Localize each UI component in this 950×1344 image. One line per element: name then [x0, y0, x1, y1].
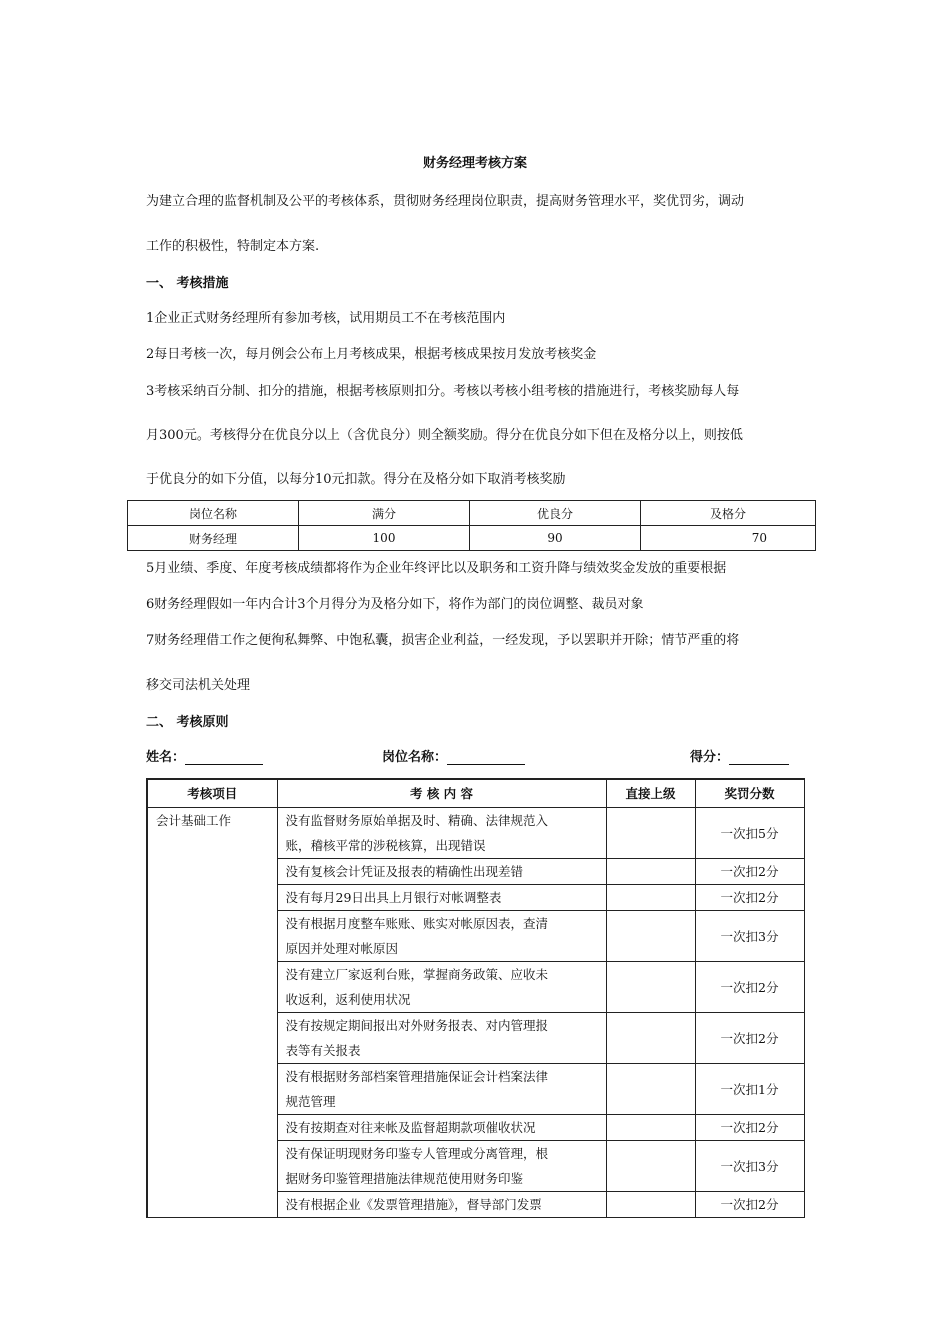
- supervisor-cell[interactable]: [606, 859, 695, 885]
- measure-item-1: 1企业正式财务经理所有参加考核，试用期员工不在考核范围内: [146, 311, 506, 326]
- penalty-cell: 一次扣2分: [695, 859, 804, 885]
- content-cell: 没有按期查对往来帐及监督超期款项催收状况: [277, 1115, 606, 1141]
- content-cell: 没有每月29日出具上月银行对帐调整表: [277, 885, 606, 911]
- section-2-heading: 二、 考核原则: [146, 715, 229, 730]
- penalty-cell: 一次扣1分: [695, 1064, 804, 1115]
- measure-item-7-cont: 移交司法机关处理: [146, 678, 251, 693]
- supervisor-cell[interactable]: [606, 1013, 695, 1064]
- header-full-score: 满分: [299, 501, 470, 526]
- measure-item-5: 5月业绩、季度、年度考核成绩都将作为企业年终评比以及职务和工资升降与绩效奖金发放的重要根据: [146, 561, 727, 576]
- supervisor-cell[interactable]: [606, 962, 695, 1013]
- table-header-row: [147, 779, 804, 808]
- header-item: 考核项目: [147, 779, 277, 808]
- intro-line-1: 为建立合理的监督机制及公平的考核体系，贯彻财务经理岗位职责，提高财务管理水平，奖优罚劣，调动: [146, 194, 745, 209]
- content-cell: 没有复核会计凭证及报表的精确性出现差错: [277, 859, 606, 885]
- cell-good-score: 90: [470, 526, 641, 551]
- assessment-table: [146, 778, 805, 1218]
- section-1-heading: 一、 考核措施: [146, 276, 229, 291]
- cell-full-score: 100: [299, 526, 470, 551]
- penalty-cell: 一次扣2分: [695, 1192, 804, 1218]
- content-cell: 没有根据企业《发票管理措施》，督导部门发票: [277, 1192, 606, 1218]
- measure-item-3: 3考核采纳百分制、扣分的措施，根据考核原则扣分。考核以考核小组考核的措施进行，考核奖励每人每: [146, 384, 740, 399]
- cell-pass-score: 70: [641, 526, 816, 551]
- penalty-cell: 一次扣2分: [695, 1115, 804, 1141]
- intro-line-2: 工作的积极性，特制定本方案.: [146, 239, 320, 254]
- content-cell: 没有监督财务原始单据及时、精确、法律规范入 账，稽核平常的涉税核算，出现错误: [277, 808, 606, 859]
- score-blank[interactable]: [729, 752, 789, 765]
- penalty-cell: 一次扣2分: [695, 885, 804, 911]
- penalty-cell: 一次扣3分: [695, 911, 804, 962]
- name-field[interactable]: [146, 746, 263, 765]
- content-cell: 没有根据财务部档案管理措施保证会计档案法律 规范管理: [277, 1064, 606, 1115]
- measure-item-2: 2每日考核一次，每月例会公布上月考核成果，根据考核成果按月发放考核奖金: [146, 347, 597, 362]
- header-content: 考 核 内 容: [277, 779, 606, 808]
- header-good-score: 优良分: [470, 501, 641, 526]
- table-row: [128, 526, 816, 551]
- position-blank[interactable]: [447, 752, 525, 765]
- position-field[interactable]: [382, 746, 525, 765]
- header-penalty: 奖罚分数: [695, 779, 804, 808]
- supervisor-cell[interactable]: [606, 1141, 695, 1192]
- name-blank[interactable]: [185, 752, 263, 765]
- measure-item-6: 6财务经理假如一年内合计3个月得分为及格分如下，将作为部门的岗位调整、裁员对象: [146, 597, 644, 612]
- measure-item-3-cont2: 于优良分的如下分值，以每分10元扣款。得分在及格分如下取消考核奖励: [146, 472, 566, 487]
- supervisor-cell[interactable]: [606, 808, 695, 859]
- table-header-row: [128, 501, 816, 526]
- content-cell: 没有根据月度整车账账、账实对帐原因表，查清 原因并处理对帐原因: [277, 911, 606, 962]
- category-cell: 会计基础工作: [147, 808, 277, 1218]
- measure-item-3-cont: 月300元。考核得分在优良分以上（含优良分）则全额奖励。得分在优良分如下但在及格分以上，则按低: [146, 428, 743, 443]
- penalty-cell: 一次扣5分: [695, 808, 804, 859]
- penalty-cell: 一次扣2分: [695, 962, 804, 1013]
- supervisor-cell[interactable]: [606, 1064, 695, 1115]
- header-pass-score: 及格分: [641, 501, 816, 526]
- cell-position: 财务经理: [128, 526, 299, 551]
- content-cell: 没有建立厂家返利台账，掌握商务政策、应收未 收返利，返利使用状况: [277, 962, 606, 1013]
- header-position: 岗位名称: [128, 501, 299, 526]
- supervisor-cell[interactable]: [606, 911, 695, 962]
- table-row: [147, 808, 804, 859]
- supervisor-cell[interactable]: [606, 1115, 695, 1141]
- score-field[interactable]: [690, 746, 789, 765]
- score-threshold-table: [127, 500, 816, 551]
- name-label: 姓名：: [146, 750, 186, 765]
- penalty-cell: 一次扣2分: [695, 1013, 804, 1064]
- measure-item-7: 7财务经理借工作之便徇私舞弊、中饱私囊，损害企业利益，一经发现，予以罢职并开除；情节严重的将: [146, 633, 740, 648]
- content-cell: 没有按规定期间报出对外财务报表、对内管理报 表等有关报表: [277, 1013, 606, 1064]
- document-title: 财务经理考核方案: [422, 156, 527, 171]
- penalty-cell: 一次扣3分: [695, 1141, 804, 1192]
- supervisor-cell[interactable]: [606, 885, 695, 911]
- header-supervisor: 直接上级: [606, 779, 695, 808]
- score-label: 得分：: [690, 750, 730, 765]
- supervisor-cell[interactable]: [606, 1192, 695, 1218]
- position-label: 岗位名称：: [382, 750, 448, 765]
- content-cell: 没有保证明现财务印鉴专人管理或分离管理，根 据财务印鉴管理措施法律规范使用财务印鉴: [277, 1141, 606, 1192]
